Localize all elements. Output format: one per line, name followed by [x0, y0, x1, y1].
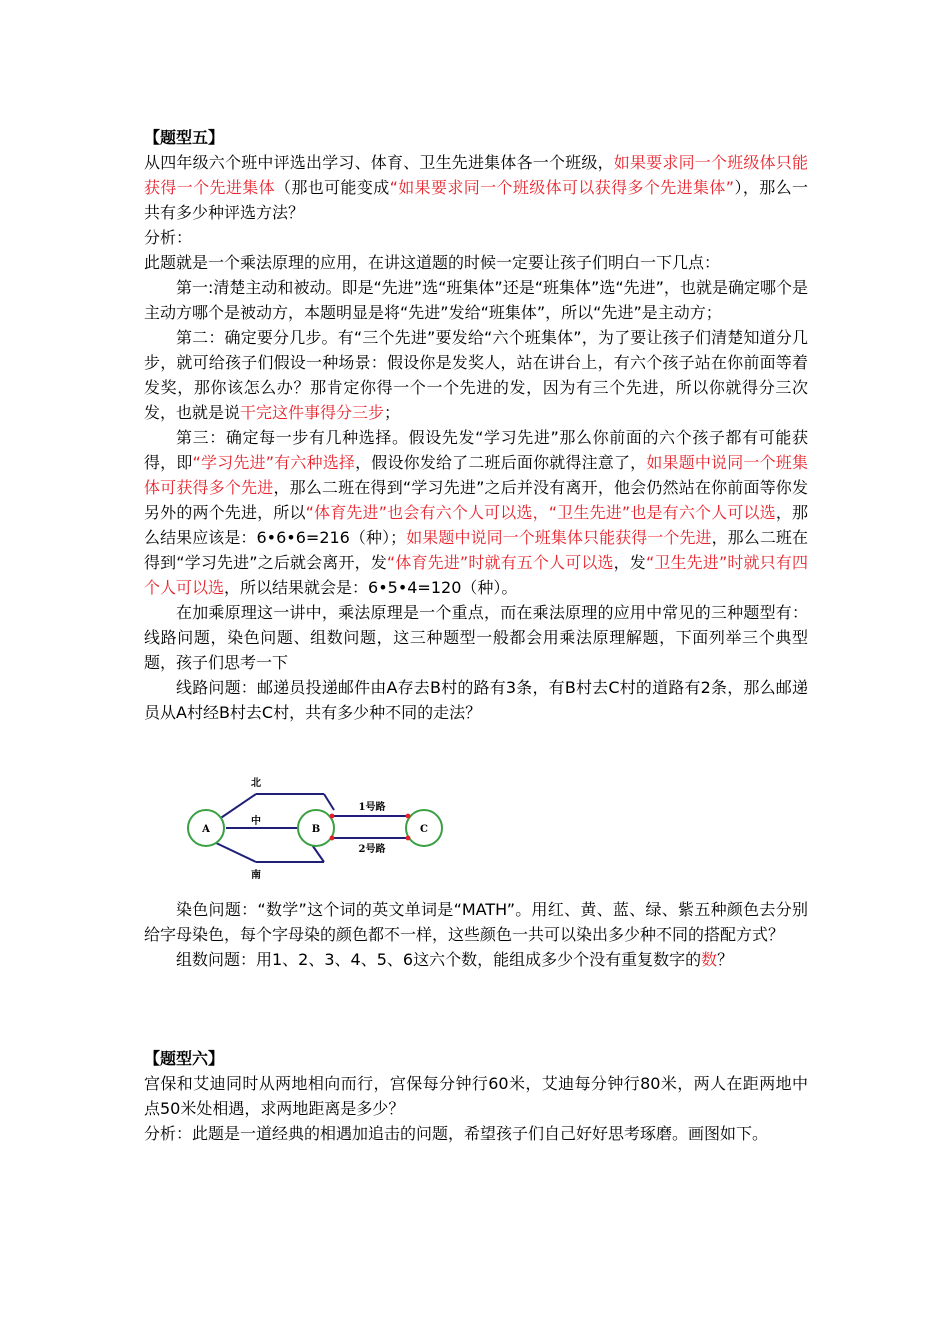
- point-highlight: “体育先进”时就有五个人可以选: [386, 553, 614, 572]
- number-problem: [144, 947, 808, 972]
- junction-dot: [330, 814, 335, 819]
- point-text: ，那么结果应该是：6•6•6=216（种）；: [144, 503, 808, 547]
- route-diagram: [184, 772, 504, 884]
- question-text: ），那么一共有多少种评选方法？: [144, 178, 808, 222]
- point-highlight: 干完这件事得分三步: [240, 403, 385, 422]
- point-1: 第一:清楚主动和被动。即是“先进”选“班集体”还是“班集体”选“先进”，也就是确定哪个是主动方哪个是被动方，本题明显是将“先进”发给“班集体”，所以“先进”是主动方；: [144, 278, 808, 322]
- section-5-question: [144, 150, 808, 225]
- point-2: [144, 325, 808, 425]
- point-text: 第二：确定要分几步。有“三个先进”要发给“六个班集体”，为了要让孩子们清楚知道分几步，就可给孩子们假设一种场景：假设你是发奖人，站在讲台上，有六个孩子站在你前面等着发奖，那你该怎么办？那肯定你得一个一个先进的发，因为有三个先进，所以你就得分三次发，也就是说: [144, 328, 808, 422]
- analysis-intro: 此题就是一个乘法原理的应用，在讲这道题的时候一定要让孩子们明白一下几点：: [144, 253, 721, 272]
- problem-text: ？: [717, 950, 734, 969]
- point-text: ，假设你发给了二班后面你就得注意了，: [355, 453, 647, 472]
- node-b-label: B: [311, 824, 321, 835]
- point-highlight: “体育先进”也会有六个人可以选，“卫生先进”也是有六个人可以选: [305, 503, 776, 522]
- north-road-3: [324, 794, 334, 810]
- problem-text: 组数问题：用1、2、3、4、5、6这六个数，能组成多少个没有重复数字的: [176, 950, 702, 969]
- section-6-question: 宫保和艾迪同时从两地相向而行，宫保每分钟行60米，艾迪每分钟行80米，两人在距两地中点50米处相遇，求两地距离是多少？: [144, 1074, 808, 1118]
- point-text: ；: [384, 403, 401, 422]
- question-text: 从四年级六个班中评选出学习、体育、卫生先进集体各一个班级，: [144, 153, 614, 172]
- question-highlight: 如果要求同一个班级体只能获得一个先进集体: [144, 153, 808, 197]
- point-highlight: 如果题中说同一个班集体只能获得一个先进: [406, 528, 712, 547]
- point-text: ，那么二班在得到“学习先进”之后并没有离开，他会仍然站在你前面等你发另外的两个先进，所以: [144, 478, 808, 522]
- road-2-label: 2号路: [358, 844, 386, 855]
- section-5: [144, 125, 808, 725]
- south-label: 南: [251, 870, 261, 881]
- point-highlight: “学习先进”有六种选择: [192, 453, 356, 472]
- point-text: ，发: [613, 553, 646, 572]
- problem-highlight: 数: [701, 950, 718, 969]
- question-text: （那也可能变成: [275, 178, 390, 197]
- road-1-label: 1号路: [358, 802, 386, 813]
- point-highlight: “卫生先进”时就只有四个人可以选: [144, 553, 808, 597]
- analysis-label: 分析：: [144, 228, 193, 247]
- node-c-label: C: [420, 824, 428, 835]
- node-a-label: A: [202, 824, 210, 835]
- junction-dot: [406, 836, 411, 841]
- south-road-1: [214, 842, 256, 862]
- section-6: [144, 1046, 808, 1146]
- section-5-heading: 【题型五】: [144, 128, 225, 147]
- point-3: [144, 425, 808, 600]
- question-highlight: “如果要求同一个班级体可以获得多个先进集体”: [389, 178, 735, 197]
- north-label: 北: [251, 778, 261, 789]
- middle-label: 中: [251, 816, 261, 827]
- section-5-continued: [144, 897, 808, 972]
- point-4: 在加乘原理这一讲中，乘法原理是一个重点，而在乘法原理的应用中常见的三种题型有：线路问题，染色问题、组数问题，这三种题型一般都会用乘法原理解题，下面列举三个典型题，孩子们思考一下: [144, 603, 808, 672]
- point-text: ，那么二班在得到“学习先进”之后就会离开，发: [144, 528, 808, 572]
- section-6-analysis: 分析：此题是一道经典的相遇加追击的问题，希望孩子们自己好好思考琢磨。画图如下。: [144, 1124, 769, 1143]
- route-problem: 线路问题：邮递员投递邮件由A存去B村的路有3条，有B村去C村的道路有2条，那么邮递员从A村经B村去C村，共有多少种不同的走法？: [144, 678, 808, 722]
- coloring-problem: 染色问题：“数学”这个词的英文单词是“MATH”。用红、黄、蓝、绿、紫五种颜色去分别给字母染色，每个字母染的颜色都不一样，这些颜色一共可以染出多少种不同的搭配方式？: [144, 900, 808, 944]
- junction-dot: [406, 814, 411, 819]
- junction-dot: [330, 836, 335, 841]
- point-highlight: 如果题中说同一个班集体可获得多个先进: [144, 453, 808, 497]
- point-text: ，所以结果就会是：6•5•4=120（种）。: [224, 578, 518, 597]
- point-text: 第三：确定每一步有几种选择。假设先发“学习先进”那么你前面的六个孩子都有可能获得，即: [144, 428, 808, 472]
- section-6-heading: 【题型六】: [144, 1049, 225, 1068]
